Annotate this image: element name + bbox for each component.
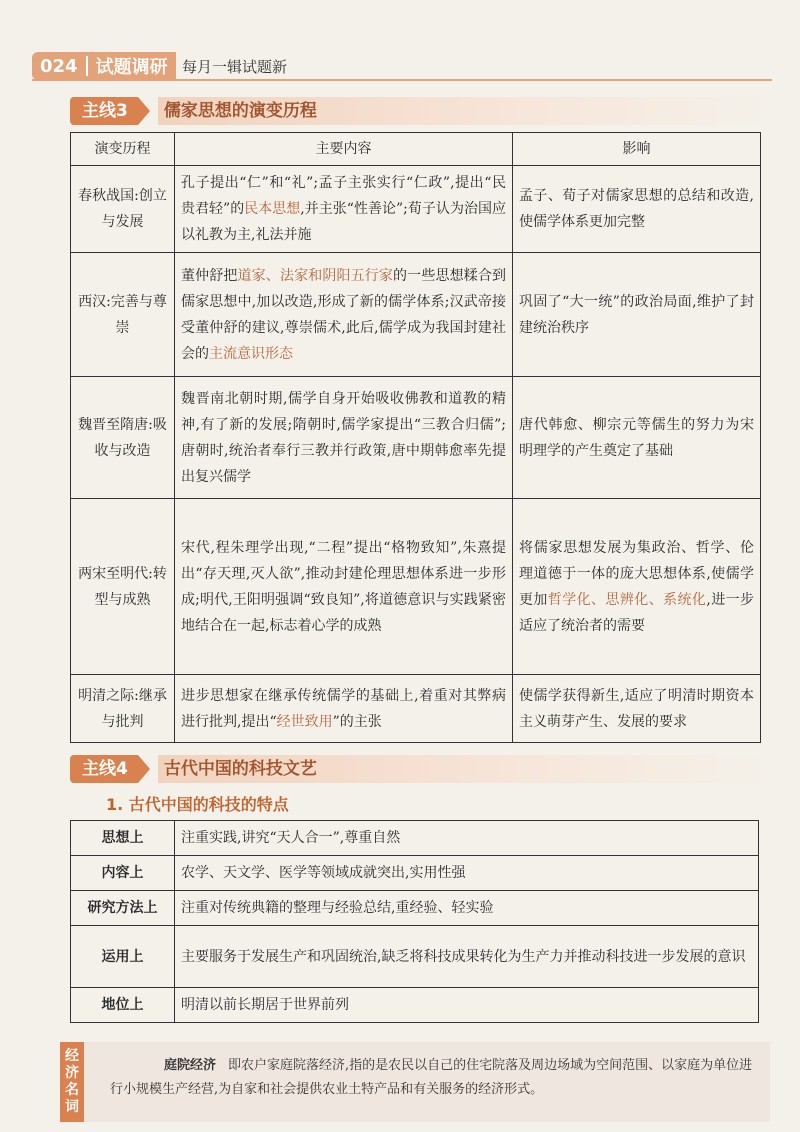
section4-tag: 主线4 [70,755,138,783]
tag-char: 济 [65,1065,79,1081]
stage-cell: 西汉:完善与尊崇 [71,253,175,377]
feature-label: 地位上 [71,988,175,1023]
highlighted-term: 民本思想 [244,201,301,217]
economic-term: 庭院经济 [164,1058,217,1073]
table-row [71,891,759,926]
text-segment: ”的主张 [332,713,382,730]
text-segment: 宋代,程朱理学出现,“二程”提出“格物致知”,朱熹提出“存天理,灭人欲”,推动封建伦理思想体系进一步形成;明代,王阳明强调“致良知”,将道德意识与实践紧密地结合在一起,标志着心学的成熟 [181,539,506,634]
tag-char: 经 [65,1048,79,1064]
text-segment: 进步思想家在继承传统儒学的基础上,着重对其弊病进行批判,提出“ [181,687,506,730]
feature-text: 明清以前长期居于世界前列 [175,988,759,1023]
economic-term-text [110,1054,760,1102]
stage-cell: 魏晋至隋唐:吸收与改造 [71,377,175,499]
content-cell [175,499,513,675]
page-badge [32,52,176,80]
column-name: 试题调研 [95,57,168,78]
text-segment: 巩固了“大一统”的政治局面,维护了封建统治秩序 [519,293,754,336]
content-cell [175,253,513,377]
impact-cell [513,166,761,253]
section3-title: 儒家思想的演变历程 [158,97,770,125]
text-segment: 唐代韩愈、柳宗元等儒生的努力为宋明理学的产生奠定了基础 [519,416,754,459]
economic-term-box [60,1042,770,1122]
content-cell [175,166,513,253]
tag-char: 名 [65,1082,79,1098]
table-row [71,499,761,675]
tech-features-subheading: 1. 古代中国的科技的特点 [106,795,289,814]
confucianism-evolution-table [70,132,761,743]
impact-cell [513,253,761,377]
section3-tag: 主线3 [70,97,138,125]
highlighted-term: 主流意识形态 [209,345,293,362]
table-row [71,377,761,499]
page-header [32,52,772,82]
section3-heading [70,96,770,126]
content-cell [175,377,513,499]
table-row [71,253,761,377]
highlighted-term: 经世致用 [276,713,333,730]
content-cell [175,675,513,743]
text-segment: 孔子提出“仁”和“礼”;孟子主张实行“仁政”,提出“民贵君轻”的 [181,175,506,217]
highlighted-term: 道家、法家和阴阳五行家 [237,267,394,284]
col-header-stage: 演变历程 [71,133,175,166]
feature-text: 注重对传统典籍的整理与经验总结,重经验、轻实验 [175,891,759,926]
text-segment: 魏晋南北朝时期,儒学自身开始吸收佛教和道教的精神,有了新的发展;隋朝时,儒学家提出“三教合归儒”;唐朝时,统治者奉行三教并行政策,唐中期韩愈率先提出复兴儒学 [181,390,506,485]
table-row [71,926,759,988]
stage-cell: 两宋至明代:转型与成熟 [71,499,175,675]
col-header-impact: 影响 [513,133,761,166]
highlighted-term: 哲学化、思辨化、系统化 [547,591,707,608]
feature-label: 研究方法上 [71,891,175,926]
impact-cell [513,675,761,743]
section4-title: 古代中国的科技文艺 [158,755,770,783]
text-segment: 董仲舒把 [181,267,238,284]
tag-char: 词 [65,1099,79,1115]
magazine-subtitle: 每月一辑试题新 [182,58,288,76]
feature-label: 思想上 [71,821,175,856]
economic-term-definition: 即农户家庭院落经济,指的是农民以自己的住宅院落及周边场域为空间范围、以家庭为单位进行小规模生产经营,为自家和社会提供农业土特产品和有关服务的经济形式。 [110,1058,753,1097]
table-row [71,856,759,891]
table-row [71,166,761,253]
feature-label: 内容上 [71,856,175,891]
col-header-content: 主要内容 [175,133,513,166]
table-row [71,988,759,1023]
table-row [71,821,759,856]
table-header-row [71,133,761,166]
header-rule [32,79,772,81]
stage-cell: 春秋战国:创立与发展 [71,166,175,253]
text-segment: 将儒家思想发展为集政治、哲学、伦理道德于一体的庞大思想体系,使儒学更加 [519,539,754,608]
text-segment: 使儒学获得新生,适应了明清时期资本主义萌芽产生、发展的要求 [519,687,754,730]
feature-text: 农学、天文学、医学等领域成就突出,实用性强 [175,856,759,891]
impact-cell [513,377,761,499]
page-number: 024 [40,55,78,77]
tech-features-table [70,820,759,1023]
section4-heading [70,754,770,784]
text-segment: ,并主张“性善论”;荀子认为治国应以礼教为主,礼法并施 [181,201,506,243]
text-segment: 的一些思想糅合到儒家思想中,加以改造,形成了新的儒学体系;汉武帝接受董仲舒的建议,尊崇儒术,此后,儒学成为我国封建社会的 [181,267,507,362]
feature-label: 运用上 [71,926,175,988]
text-segment: 孟子、荀子对儒家思想的总结和改造,使儒学体系更加完整 [519,188,754,230]
badge-divider [86,56,88,76]
economic-term-tag [60,1042,84,1122]
feature-text: 注重实践,讲究“天人合一”,尊重自然 [175,821,759,856]
feature-text: 主要服务于发展生产和巩固统治,缺乏将科技成果转化为生产力并推动科技进一步发展的意识 [175,926,759,988]
table-row [71,675,761,743]
stage-cell: 明清之际:继承与批判 [71,675,175,743]
text-segment: ,进一步适应了统治者的需要 [519,591,755,634]
impact-cell [513,499,761,675]
